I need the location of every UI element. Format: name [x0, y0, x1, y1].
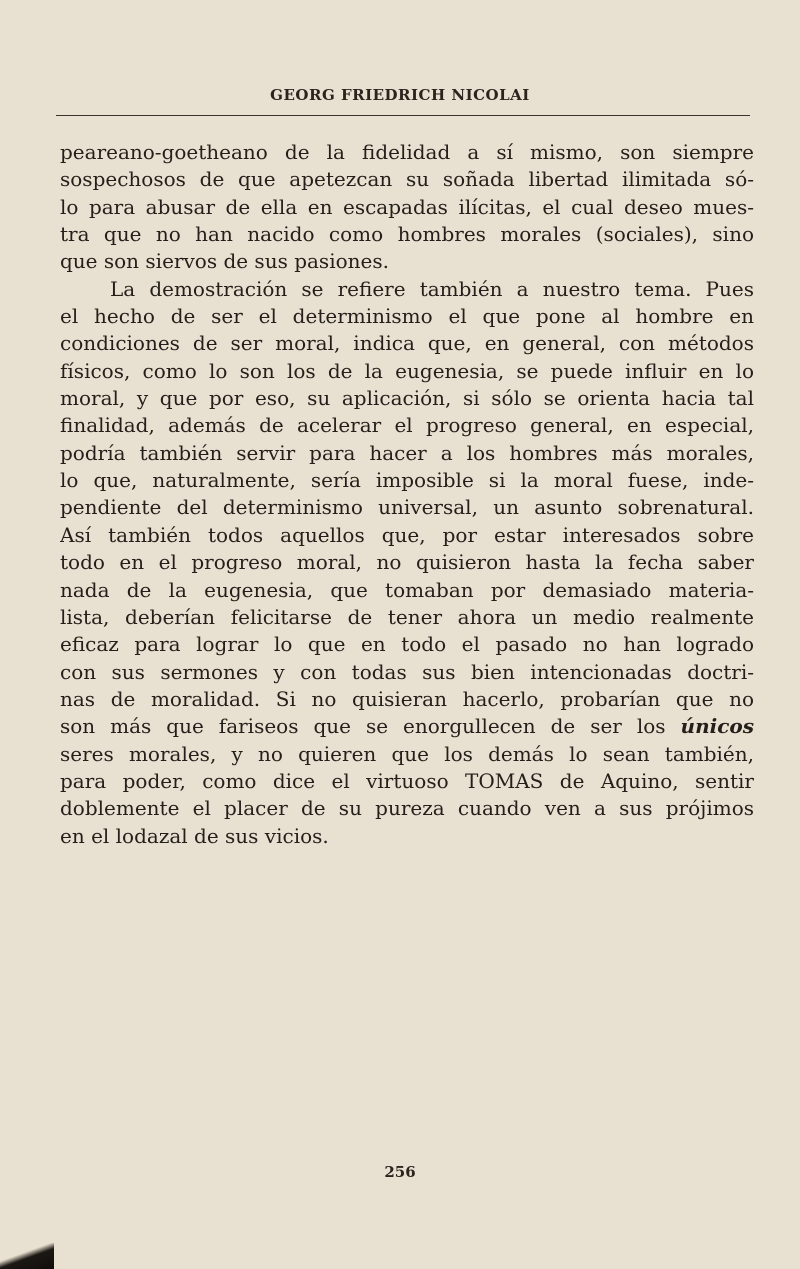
text-line: lo que, naturalmente, sería imposible si la moral fuese, inde-: [60, 468, 754, 493]
text-line: doblemente el placer de su pureza cuando ven a sus prójimos: [60, 796, 754, 821]
text-line: La demostración se refiere también a nuestro tema. Pues: [110, 276, 754, 301]
text-line: peareano-goetheano de la fidelidad a sí mismo, son siempre: [60, 140, 754, 164]
text-line: tra que no han nacido como hombres morales (sociales), sino: [60, 222, 754, 247]
text-line: lo para abusar de ella en escapadas ilícitas, el cual deseo mues-: [60, 194, 754, 219]
text-line: [60, 713, 754, 740]
text-line: condiciones de ser moral, indica que, en general, con métodos: [60, 331, 754, 356]
text-line: finalidad, además de acelerar el progreso general, en especial,: [60, 413, 754, 438]
text-line: físicos, como lo son los de la eugenesia, se puede influir en lo: [60, 358, 754, 383]
text-line: que son siervos de sus pasiones.: [60, 249, 389, 274]
text-line: el hecho de ser el determinismo el que pone al hombre en: [60, 304, 754, 329]
text-line: nada de la eugenesia, que tomaban por demasiado materia-: [60, 577, 754, 602]
text-line: sospechosos de que apetezcan su soñada libertad ilimitada só-: [60, 167, 754, 192]
text-line: eficaz para lograr lo que en todo el pasado no han logrado: [60, 632, 754, 657]
page-number: 256: [384, 1163, 416, 1181]
text-line: con sus sermones y con todas sus bien intencionadas doctri-: [60, 659, 754, 684]
text-line: pendiente del determinismo universal, un asunto sobrenatural.: [60, 495, 754, 520]
text-line: nas de moralidad. Si no quisieran hacerlo, probarían que no: [60, 686, 754, 711]
text-line: Así también todos aquellos que, por estar interesados sobre: [60, 522, 754, 547]
text-segment: son más que fariseos que se enorgullecen de ser los: [60, 714, 666, 739]
header-rule: [56, 115, 750, 116]
text-line: seres morales, y no quieren que los demás lo sean también,: [60, 741, 754, 766]
scan-edge-shadow: [0, 1243, 54, 1269]
text-line: para poder, como dice el virtuoso TOMAS de Aquino, sentir: [60, 768, 754, 793]
text-line: lista, deberían felicitarse de tener ahora un medio realmente: [60, 604, 754, 629]
text-line: todo en el progreso moral, no quisieron hasta la fecha saber: [60, 550, 754, 575]
text-line: moral, y que por eso, su aplicación, si sólo se orienta hacia tal: [60, 386, 754, 411]
text-line: en el lodazal de sus vicios.: [60, 823, 329, 848]
body-text: [60, 139, 754, 850]
italic-word: únicos: [680, 714, 754, 739]
running-header: GEORG FRIEDRICH NICOLAI: [270, 86, 530, 104]
text-line: podría también servir para hacer a los hombres más morales,: [60, 440, 754, 465]
